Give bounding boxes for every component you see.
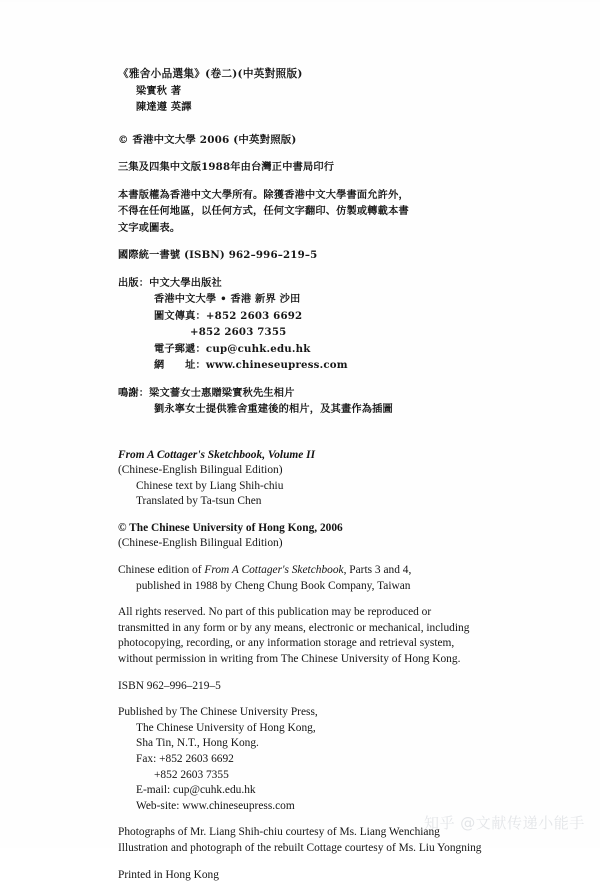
chinese-rights-paragraph xyxy=(118,187,548,237)
english-copyright-block xyxy=(118,521,548,552)
chinese-edition-note-tail: , Parts 3 and 4, xyxy=(343,564,412,577)
chinese-acknowledgement-block xyxy=(118,385,548,418)
book-title-chinese: 《雅舍小品選集》(卷二)(中英對照版) xyxy=(118,68,303,80)
author-line-chinese: 梁實秋 著 xyxy=(136,84,182,97)
rights-line: 本書版權為香港中文大學所有。除獲香港中文大學書面允許外， xyxy=(118,188,409,201)
scan-edge xyxy=(0,0,600,2)
spacer xyxy=(118,694,548,705)
chinese-text-by-line: Chinese text by Liang Shih-chiu xyxy=(136,479,284,492)
credit-line: Photographs of Mr. Liang Shih-chiu courtesy of Ms. Liang Wenchiang xyxy=(118,826,440,839)
zhihu-handle: @文献传递小能手 xyxy=(460,814,586,832)
credit-line: Illustration and photograph of the rebuilt Cottage courtesy of Ms. Liu Yongning xyxy=(118,841,482,854)
publisher-label-line: 出版：中文大學出版社 xyxy=(118,276,222,289)
translated-by-line: Translated by Ta-tsun Chen xyxy=(136,495,262,508)
prior-edition-line: 三集及四集中文版1988年由台灣正中書局印行 xyxy=(118,161,335,173)
translator-line-chinese: 陳達遵 英譯 xyxy=(136,101,192,113)
published-by-email-line: E-mail: cup@cuhk.edu.hk xyxy=(136,784,256,797)
rights-line-english: transmitted in any form or by any means, electronic or mechanical, including xyxy=(118,621,470,634)
rights-line-english: without permission in writing from The Chinese University of Hong Kong. xyxy=(118,653,461,666)
spacer-section-break xyxy=(118,418,548,448)
spacer xyxy=(118,510,548,521)
acknowledgement-line: 劉永寧女士提供雅舍重建後的相片，及其畫作為插圖 xyxy=(154,403,393,415)
chinese-isbn-block xyxy=(118,247,548,264)
copyright-line-chinese: © 香港中文大學 2006 (中英對照版) xyxy=(118,133,297,146)
chinese-copyright-block xyxy=(118,132,548,149)
isbn-line-chinese: 國際統一書號 (ISBN) 962–996–219–5 xyxy=(118,249,318,261)
publisher-fax-line: 圖文傳真：+852 2603 6692 xyxy=(154,309,303,322)
published-by-fax-line: Fax: +852 2603 6692 xyxy=(136,753,234,765)
spacer xyxy=(118,668,548,679)
published-by-line: Published by The Chinese University Press, xyxy=(118,706,318,719)
copyright-line-english: © The Chinese University of Hong Kong, 2006 xyxy=(118,521,343,534)
spacer xyxy=(118,857,548,868)
published-by-line: The Chinese University of Hong Kong, xyxy=(136,721,316,734)
publisher-website-line: 網 址：www.chineseupress.com xyxy=(154,359,348,371)
english-rights-paragraph xyxy=(118,605,548,667)
copyright-edition-line-english: (Chinese-English Bilingual Edition) xyxy=(118,537,283,550)
copyright-page-content xyxy=(118,66,548,883)
chinese-edition-note-lead: Chinese edition of xyxy=(118,564,205,577)
chinese-edition-note-block xyxy=(118,563,548,594)
chinese-title-block xyxy=(118,66,548,116)
rights-line-english: All rights reserved. No part of this publication may be reproduced or xyxy=(118,606,432,619)
published-by-website-line: Web-site: www.chineseupress.com xyxy=(136,799,295,812)
zhihu-logo-text: 知乎 xyxy=(424,814,456,832)
spacer xyxy=(118,374,548,385)
spacer xyxy=(118,176,548,187)
publisher-address-line: 香港中文大學 • 香港 新界 沙田 xyxy=(154,293,301,305)
english-title-block xyxy=(118,448,548,510)
acknowledgement-line: 鳴謝：梁文薔女士惠贈梁實秋先生相片 xyxy=(118,386,295,399)
edition-line-english: (Chinese-English Bilingual Edition) xyxy=(118,464,283,477)
published-by-fax-second-line: +852 2603 7355 xyxy=(154,768,229,781)
spacer xyxy=(118,264,548,275)
zhihu-watermark xyxy=(424,812,585,834)
chinese-publisher-block xyxy=(118,275,548,374)
printed-in-line: Printed in Hong Kong xyxy=(118,868,219,881)
spacer xyxy=(118,148,548,159)
published-by-line: Sha Tin, N.T., Hong Kong. xyxy=(136,737,259,750)
publisher-email-line: 電子郵遞：cup@cuhk.edu.hk xyxy=(154,342,311,355)
spacer xyxy=(118,594,548,605)
rights-line: 不得在任何地區，以任何方式，任何文字翻印、仿製或轉載本書 xyxy=(118,205,409,217)
printed-in-block xyxy=(118,868,548,883)
isbn-line-english: ISBN 962–996–219–5 xyxy=(118,679,221,692)
book-title-english: From A Cottager's Sketchbook, Volume II xyxy=(118,448,316,461)
publisher-fax-second-line: +852 2603 7355 xyxy=(190,326,287,338)
chinese-edition-note-work-title: From A Cottager's Sketchbook xyxy=(204,564,344,577)
chinese-edition-note-line xyxy=(118,563,548,579)
prior-edition-block xyxy=(118,159,548,176)
chinese-edition-note-second-line: published in 1988 by Cheng Chung Book Company, Taiwan xyxy=(136,579,411,592)
spacer xyxy=(118,552,548,563)
rights-line-english: photocopying, recording, or any information storage and retrieval system, xyxy=(118,637,455,650)
english-isbn-block xyxy=(118,679,548,695)
english-published-by-block xyxy=(118,705,548,814)
spacer xyxy=(118,116,548,132)
spacer xyxy=(118,236,548,247)
rights-line: 文字或圖表。 xyxy=(118,221,181,234)
